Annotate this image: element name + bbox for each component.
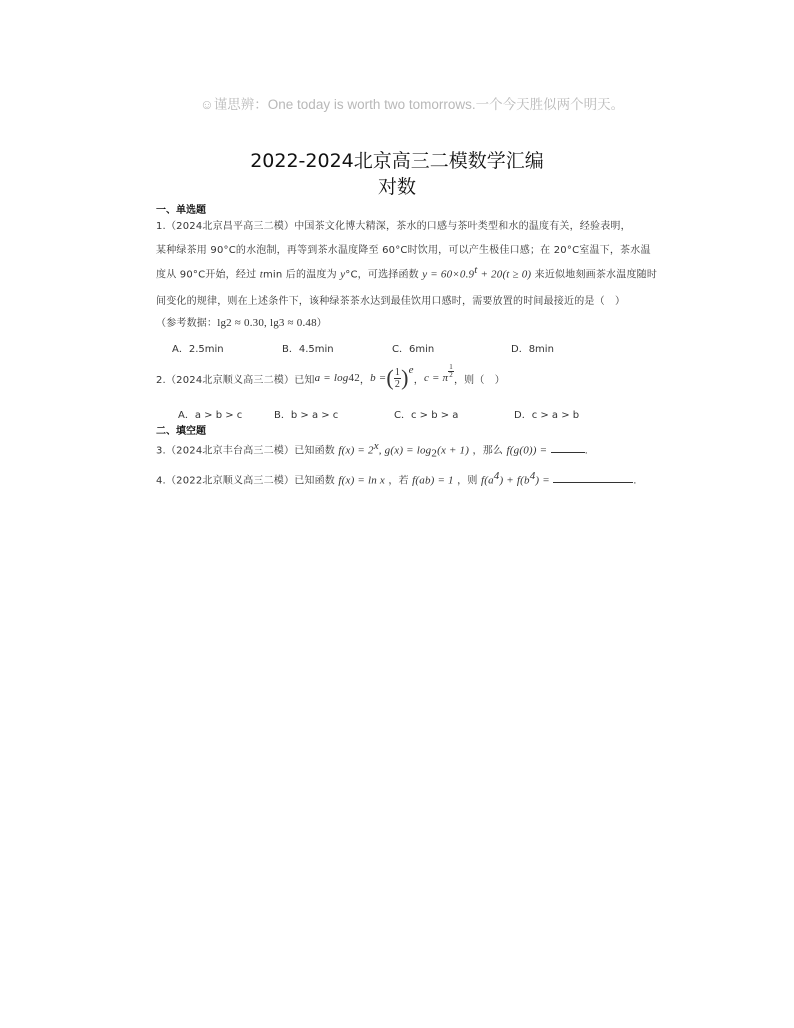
- q4-expr-part2: ) + f(b: [499, 474, 530, 487]
- q1-ref-data: lg2 ≈ 0.30, lg3 ≈ 0.48: [217, 317, 317, 329]
- q1-var-y: y: [340, 268, 346, 281]
- q4-expr-part3: ) =: [535, 474, 550, 487]
- right-paren: ): [401, 365, 409, 390]
- q1-line5: [156, 314, 327, 329]
- q1-line1: 1.（2024北京昌平高三二模）中国茶文化博大精深，茶水的口感与茶叶类型和水的温度有关，经验表明，: [156, 221, 631, 232]
- q2-text-end: ，则（ ）: [453, 374, 505, 386]
- q2-expr-a: a = log: [314, 372, 349, 384]
- q4-exp2: 4: [529, 470, 536, 482]
- q3-expression: f(g(0)) =: [506, 444, 548, 457]
- q2-option-a: A．a > b > c: [178, 410, 243, 421]
- q2-exponent-e: e: [408, 364, 414, 376]
- q2-option-b: B．b > a > c: [274, 410, 339, 421]
- q2-exp-den: 2: [449, 371, 453, 379]
- q1-option-b: B．4.5min: [282, 344, 334, 355]
- q2-sep: ，: [413, 374, 424, 386]
- q2-fraction-den: 2: [394, 378, 401, 390]
- q1-option-c: C．6min: [392, 344, 435, 355]
- q2-option-d: D．c > a > b: [514, 410, 580, 421]
- q3-log-base: 2: [431, 447, 438, 460]
- q1-ref-label: （参考数据：: [156, 318, 218, 329]
- q2-line: [156, 364, 505, 392]
- q1-text: 来近似地刻画茶水温度随时: [534, 269, 658, 281]
- q2-exp-num: 1: [449, 363, 453, 371]
- q2-fraction: [394, 367, 401, 390]
- q2-text: 2.（2024北京顺义高三二模）已知: [156, 374, 315, 386]
- q1-text: °C，可选择函数: [345, 269, 419, 281]
- q1-line3: [156, 264, 657, 280]
- q4-period: .: [633, 475, 637, 487]
- q3-period: .: [584, 445, 588, 457]
- section-single-choice: 一、单选题: [156, 205, 206, 216]
- q3-text: 3.（2024北京丰台高三二模）已知函数: [156, 445, 335, 457]
- q1-line4: 间变化的规律，则在上述条件下，该种绿茶茶水达到最佳饮用口感时，需要放置的时间最接近的是（ ）: [156, 296, 626, 307]
- q4-text: ，若: [388, 475, 409, 487]
- q3-log-arg: (x + 1): [437, 444, 470, 457]
- q2-fraction-num: 1: [394, 366, 401, 378]
- q1-ref-close: ）: [316, 318, 327, 329]
- page-title: 2022-2024北京高三二模数学汇编: [250, 150, 544, 172]
- q1-exponent: t: [474, 264, 478, 276]
- q2-expr-b: b =: [370, 372, 387, 384]
- q3-line: [156, 440, 588, 459]
- q4-answer-blank: [553, 472, 633, 483]
- q1-var-t: t: [259, 268, 263, 281]
- q2-log-arg: 2: [354, 372, 360, 384]
- q3-func-g: , g(x) = log: [378, 444, 432, 457]
- q4-condition: f(ab) = 1: [412, 474, 454, 487]
- q2-log-base: 4: [348, 372, 355, 384]
- q3-exponent: x: [373, 440, 379, 452]
- q1-function-tail: + 20(t ≥ 0): [477, 268, 532, 281]
- q1-text: 度从 90°C开始，经过: [156, 269, 257, 281]
- q4-exp1: 4: [493, 470, 500, 482]
- q1-option-a: A．2.5min: [172, 344, 224, 355]
- q3-func-f: f(x) = 2: [338, 444, 374, 457]
- q1-function: y = 60×0.9: [422, 268, 475, 281]
- q2-option-c: C．c > b > a: [394, 410, 459, 421]
- q3-answer-blank: [551, 442, 585, 453]
- q1-line2: 某种绿茶用 90°C的水泡制，再等到茶水温度降至 60°C时饮用，可以产生极佳口感；在 20°C室温下，茶水温: [156, 245, 651, 256]
- header-motto: ☺谨思辨：One today is worth two tomorrows.一个今天胜似两个明天。: [200, 97, 625, 112]
- q4-line: [156, 470, 637, 486]
- q3-text: ，那么: [472, 445, 504, 457]
- q4-text: 4.（2022北京顺义高三二模）已知函数: [156, 475, 335, 487]
- q4-func: f(x) = ln x: [338, 474, 385, 487]
- q4-text: ，则: [457, 475, 478, 487]
- q1-option-d: D．8min: [511, 344, 554, 355]
- q1-text: min 后的温度为: [262, 269, 337, 281]
- page-subtitle: 对数: [377, 176, 416, 198]
- q2-sep: ，: [359, 374, 371, 386]
- section-fill-in: 二、填空题: [156, 426, 206, 437]
- q2-expr-c: c = π: [423, 372, 449, 384]
- left-paren: (: [386, 365, 394, 390]
- q4-expr-part1: f(a: [480, 474, 494, 487]
